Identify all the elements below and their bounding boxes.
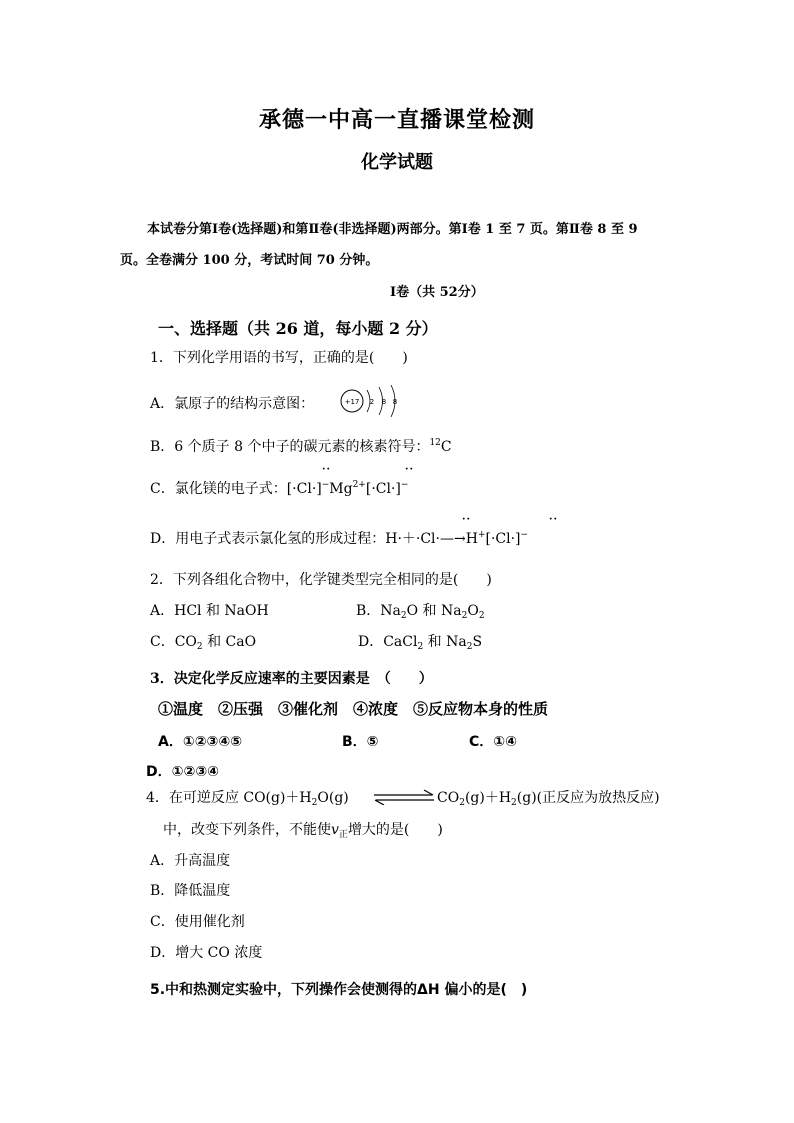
- question-3-option-d: D．①②③④: [146, 764, 220, 780]
- option-text: B．Na: [356, 603, 401, 619]
- subscript: 2: [400, 611, 407, 621]
- charge-2: −: [400, 480, 409, 490]
- question-3-option-c: C．①④: [469, 734, 517, 750]
- option-text: O 和 Na: [406, 603, 462, 619]
- question-2-option-b: [356, 600, 485, 621]
- option-d-text: D．用电子式表示氯化氢的形成过程：: [150, 531, 386, 547]
- intro-line-2: 页。全卷满分 100 分，考试时间 70 分钟。: [120, 253, 379, 268]
- subscript: 正: [338, 830, 348, 840]
- subscript: 2: [511, 798, 517, 808]
- section-heading: 一、选择题（共 26 道，每小题 2 分）: [158, 319, 438, 338]
- subscript: 2: [478, 611, 485, 621]
- stem-text: CO: [437, 790, 460, 806]
- question-2-option-d: [358, 631, 482, 652]
- subscript: 2: [459, 798, 465, 808]
- chloride-ion-1: [·Cl·]: [286, 481, 322, 497]
- volume-heading: Ⅰ卷（共 52分）: [390, 285, 484, 300]
- stem-text: O(g): [317, 790, 349, 806]
- question-4-option-d: D．增大 CO 浓度: [150, 945, 263, 961]
- charge-1: −: [321, 480, 330, 490]
- stem-text: 中，改变下列条件，不能使: [163, 822, 331, 838]
- shell-1-label: 2: [369, 398, 375, 406]
- question-4-stem: [146, 787, 349, 808]
- electron-dots-3: ··: [462, 514, 471, 525]
- shell-3-label: 8: [392, 398, 398, 406]
- subscript: 2: [461, 611, 468, 621]
- subscript: 2: [311, 798, 318, 808]
- intro-line-1: 本试卷分第Ⅰ卷(选择题)和第Ⅱ卷(非选择题)两部分。第Ⅰ卷 1 至 7 页。第Ⅱ卷 8 至 9: [147, 222, 638, 237]
- question-1-option-b: [150, 436, 452, 456]
- subscript: 2: [466, 642, 473, 652]
- question-3-option-b: B．⑤: [342, 734, 379, 750]
- subscript: 2: [196, 642, 203, 652]
- option-text: S: [472, 634, 483, 650]
- question-4-option-b: B．降低温度: [150, 883, 231, 899]
- atom-nucleus-label: +17: [344, 398, 360, 406]
- option-text: 和 CaO: [202, 634, 257, 650]
- question-3-factors: ①温度 ②压强 ③催化剂 ④浓度 ⑤反应物本身的性质: [158, 700, 549, 718]
- option-b-text: B．6 个质子 8 个中子的碳元素的核素符号：: [150, 439, 430, 455]
- stem-text: (g)＋H: [464, 790, 512, 806]
- shell-2-label: 8: [381, 398, 387, 406]
- question-3-option-a: A．①②③④⑤: [158, 734, 243, 750]
- hcl-formation-left: H·＋·Cl·—→H: [385, 531, 478, 547]
- page-title: 承德一中高一直播课堂检测: [258, 107, 535, 133]
- equilibrium-arrow-icon: [372, 789, 436, 805]
- option-text: O: [467, 603, 479, 619]
- mass-number: 12: [429, 438, 441, 448]
- question-1-option-a: A．氯原子的结构示意图：: [150, 396, 315, 412]
- electron-dots-1: ··: [322, 464, 331, 475]
- stem-text: 4．在可逆反应 CO(g)＋H: [146, 790, 312, 806]
- page-subtitle: 化学试题: [361, 152, 433, 173]
- element-symbol: C: [440, 439, 452, 455]
- stem-text: (g)(正反应为放热反应): [516, 790, 660, 806]
- magnesium-symbol: Mg: [329, 481, 353, 497]
- question-2-option-a: A．HCl 和 NaOH: [150, 603, 269, 619]
- stem-text: 增大的是( ): [347, 822, 443, 838]
- question-1-stem: 1．下列化学用语的书写，正确的是( ): [150, 350, 408, 366]
- question-5-stem: 5.中和热测定实验中，下列操作会使测得的ΔH 偏小的是( ): [150, 982, 528, 998]
- question-1-option-c: [150, 478, 408, 498]
- option-text: C．CO: [150, 634, 197, 650]
- chlorine-atom-diagram: [339, 384, 399, 418]
- question-4-stem-products: [437, 787, 660, 808]
- magnesium-charge: 2+: [352, 480, 366, 490]
- question-3-stem: 3．决定化学反应速率的主要因素是 （ ）: [150, 671, 433, 687]
- subscript: 2: [417, 642, 424, 652]
- question-1-option-d: [150, 528, 528, 548]
- question-2-option-c: [150, 631, 256, 652]
- option-c-text: C．氯化镁的电子式：: [150, 481, 287, 497]
- option-text: D．CaCl: [358, 634, 418, 650]
- question-2-stem: 2．下列各组化合物中，化学键类型完全相同的是( ): [150, 572, 492, 588]
- question-4-option-a: A．升高温度: [150, 853, 231, 869]
- electron-dots-4: ··: [549, 514, 558, 525]
- chloride-ion-2: [·Cl·]: [365, 481, 401, 497]
- option-text: 和 Na: [423, 634, 467, 650]
- chloride-charge: −: [520, 530, 529, 540]
- hcl-formation-right: [·Cl·]: [485, 531, 521, 547]
- question-4-stem-line-2: [163, 819, 443, 840]
- question-4-option-c: C．使用催化剂: [150, 914, 245, 930]
- rate-symbol: v: [331, 822, 339, 838]
- electron-dots-2: ··: [405, 464, 414, 475]
- hydrogen-charge: +: [477, 530, 486, 540]
